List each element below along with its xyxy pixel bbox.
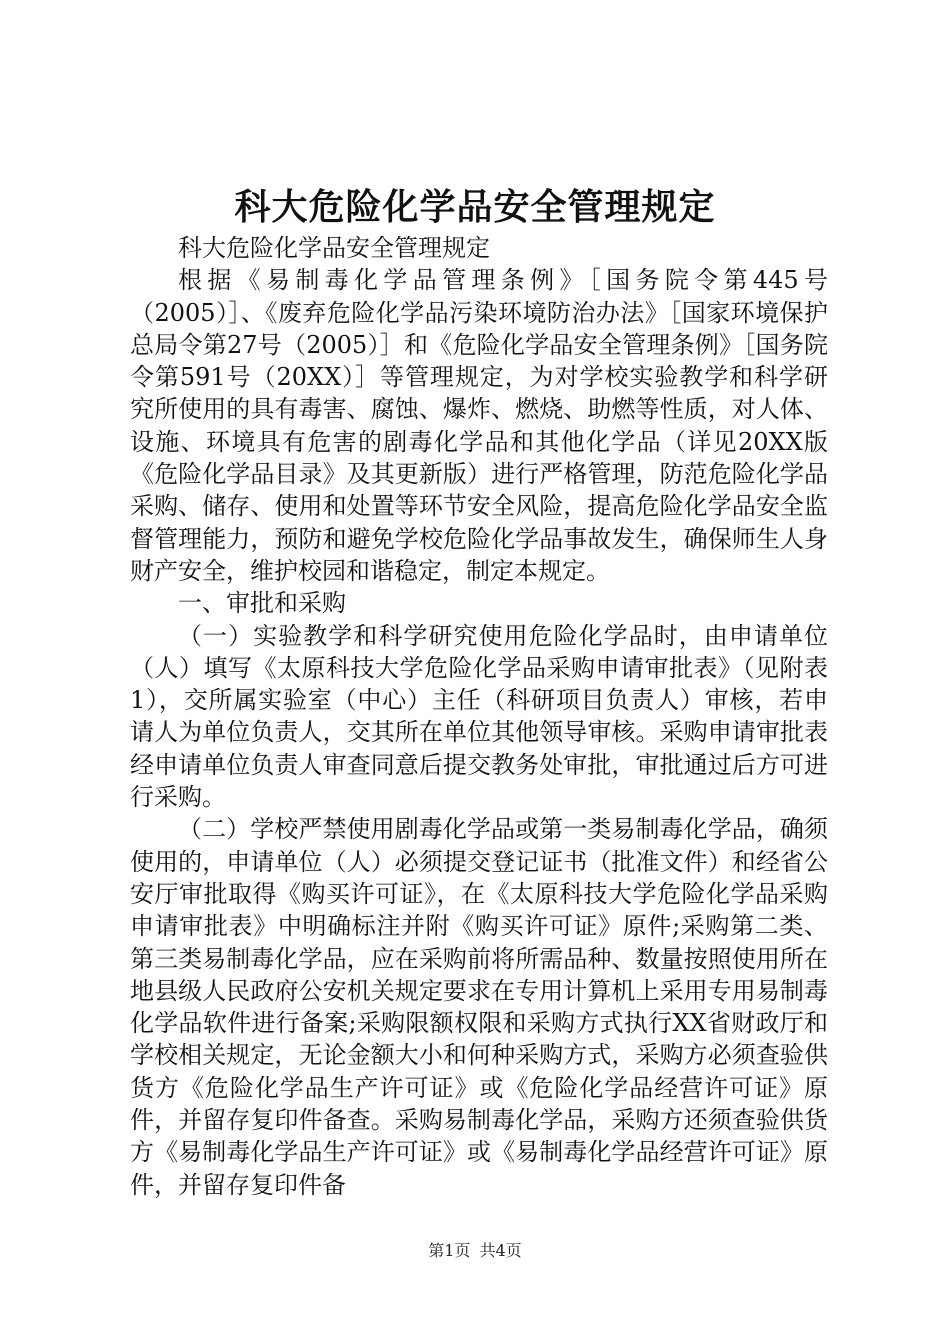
document-body xyxy=(130,232,828,1201)
document-title: 科大危险化学品安全管理规定 xyxy=(234,187,716,228)
page-footer xyxy=(0,1240,950,1262)
document-subtitle: 科大危险化学品安全管理规定 xyxy=(178,234,490,262)
page-number: 第1页 xyxy=(428,1241,471,1260)
intro-paragraph: 根据《易制毒化学品管理条例》［国务院令第445号（2005）］、《废弃危险化学品污染环境防治办法》［国家环境保护总局令第27号（2005）］和《危险化学品安全管理条例》［国务院令第591号（20XX）］等管理规定，为对学校实验教学和科学研究所使用的具有毒害、腐蚀、爆炸、燃烧、助燃等性质，对人体、设施、环境具有危害的剧毒化学品和其他化学品（详见20XX版《危险化学品目录》及其更新版）进行严格管理，防范危险化学品采购、储存、使用和处置等环节安全风险，提高危险化学品安全监督管理能力，预防和避免学校危险化学品事故发生，确保师生人身财产安全，维护校园和谐稳定，制定本规定。 xyxy=(130,266,828,585)
clause-paragraph-2: （二）学校严禁使用剧毒化学品或第一类易制毒化学品，确须使用的，申请单位（人）必须提交登记证书（批准文件）和经省公安厅审批取得《购买许可证》，在《太原科技大学危险化学品采购申请审批表》中明确标注并附《购买许可证》原件;采购第二类、第三类易制毒化学品，应在采购前将所需品种、数量按照使用所在地县级人民政府公安机关规定要求在专用计算机上采用专用易制毒化学品软件进行备案;采购限额权限和采购方式执行XX省财政厅和学校相关规定，无论金额大小和何种采购方式，采购方必须查验供货方《危险化学品生产许可证》或《危险化学品经营许可证》原件，并留存复印件备查。采购易制毒化学品，采购方还须查验供货方《易制毒化学品生产许可证》或《易制毒化学品经营许可证》原件，并留存复印件备 xyxy=(130,815,828,1199)
clause-paragraph-1: （一）实验教学和科学研究使用危险化学品时，由申请单位（人）填写《太原科技大学危险化学品采购申请审批表》（见附表1），交所属实验室（中心）主任（科研项目负责人）审核，若申请人为单位负责人，交其所在单位其他领导审核。采购申请审批表经申请单位负责人审查同意后提交教务处审批，审批通过后方可进行采购。 xyxy=(130,621,828,812)
page-total: 共4页 xyxy=(479,1241,522,1260)
section-heading: 一、审批和采购 xyxy=(178,589,346,618)
